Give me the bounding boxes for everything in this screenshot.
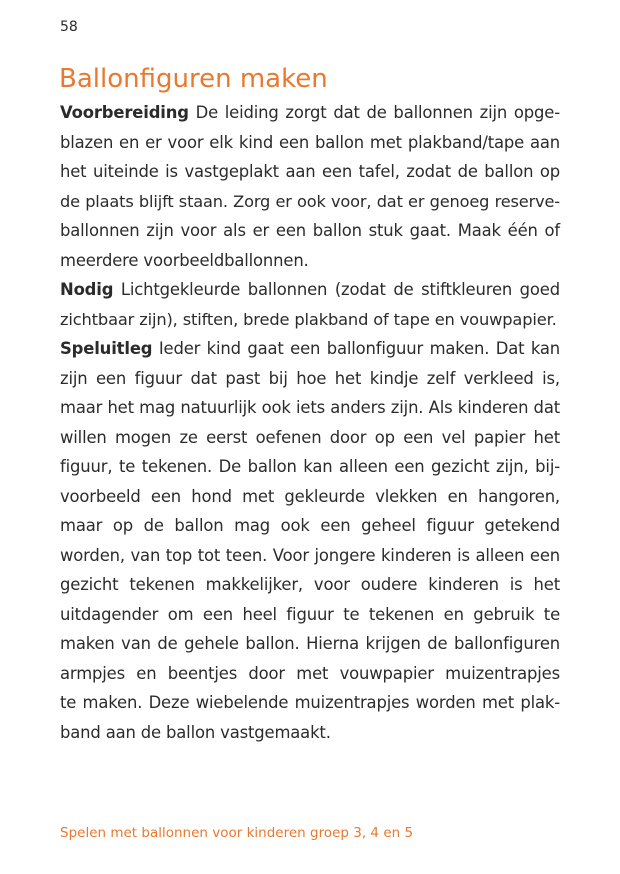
text-line: maar het mag natuurlijk ook iets anders zijn. Als kinderen dat	[60, 398, 560, 417]
text-line: worden, van top tot teen. Voor jongere kinderen is alleen een	[60, 545, 560, 565]
text-line: de plaats blijft staan. Zorg er ook voor, dat er genoeg reserve-	[60, 191, 560, 211]
text-line: band aan de ballon vastgemaakt.	[60, 722, 331, 742]
text-line: figuur, te tekenen. De ballon kan alleen een gezicht zijn, bij-	[60, 457, 560, 476]
text-line: voorbeeld een hond met gekleurde vlekken en hangoren,	[60, 486, 560, 506]
text-line: het uiteinde is vastgeplakt aan een tafel, zodat de ballon op	[60, 162, 560, 181]
page-number: 58	[60, 19, 78, 35]
body-text	[60, 98, 560, 747]
text-line	[60, 275, 560, 305]
section-heading-voorbereiding: Voorbereiding	[60, 103, 189, 122]
text-line: armpjes en beentjes door met vouwpapier muizentrapjes	[60, 663, 560, 683]
line-text: De leiding zorgt dat de ballonnen zijn opge-	[188, 103, 560, 122]
section-heading-speluitleg: Speluitleg	[60, 339, 153, 358]
page-footer: Spelen met ballonnen voor kinderen groep 3, 4 en 5	[60, 825, 414, 841]
page-title: Ballonfiguren maken	[59, 64, 328, 94]
text-line: uitdagender om een heel figuur te tekenen en gebruik te	[60, 604, 560, 624]
line-text: Ieder kind gaat een ballonfiguur maken. Dat kan	[152, 339, 560, 358]
text-line: blazen en er voor elk kind een ballon met plakband/tape aan	[60, 132, 560, 152]
text-line: zichtbaar zijn), stiften, brede plakband of tape en vouwpapier.	[60, 309, 557, 329]
text-line: meerdere voorbeeldballonnen.	[60, 250, 309, 270]
text-line: ballonnen zijn voor als er een ballon stuk gaat. Maak één of	[60, 221, 560, 240]
text-line: maken van de gehele ballon. Hierna krijgen de ballonfiguren	[60, 634, 560, 653]
text-line: gezicht tekenen makkelijker, voor oudere kinderen is het	[60, 575, 560, 594]
text-line: te maken. Deze wiebelende muizentrapjes worden met plak-	[60, 693, 560, 712]
line-text: Lichtgekleurde ballonnen (zodat de stiftkleuren goed	[113, 280, 560, 299]
text-line: zijn een figuur dat past bij hoe het kindje zelf verkleed is,	[60, 368, 560, 388]
text-line	[60, 334, 560, 364]
text-line: willen mogen ze eerst oefenen door op een vel papier het	[60, 427, 560, 447]
section-heading-nodig: Nodig	[60, 280, 114, 299]
text-line: maar op de ballon mag ook een geheel figuur getekend	[60, 516, 560, 535]
text-line	[60, 98, 560, 128]
